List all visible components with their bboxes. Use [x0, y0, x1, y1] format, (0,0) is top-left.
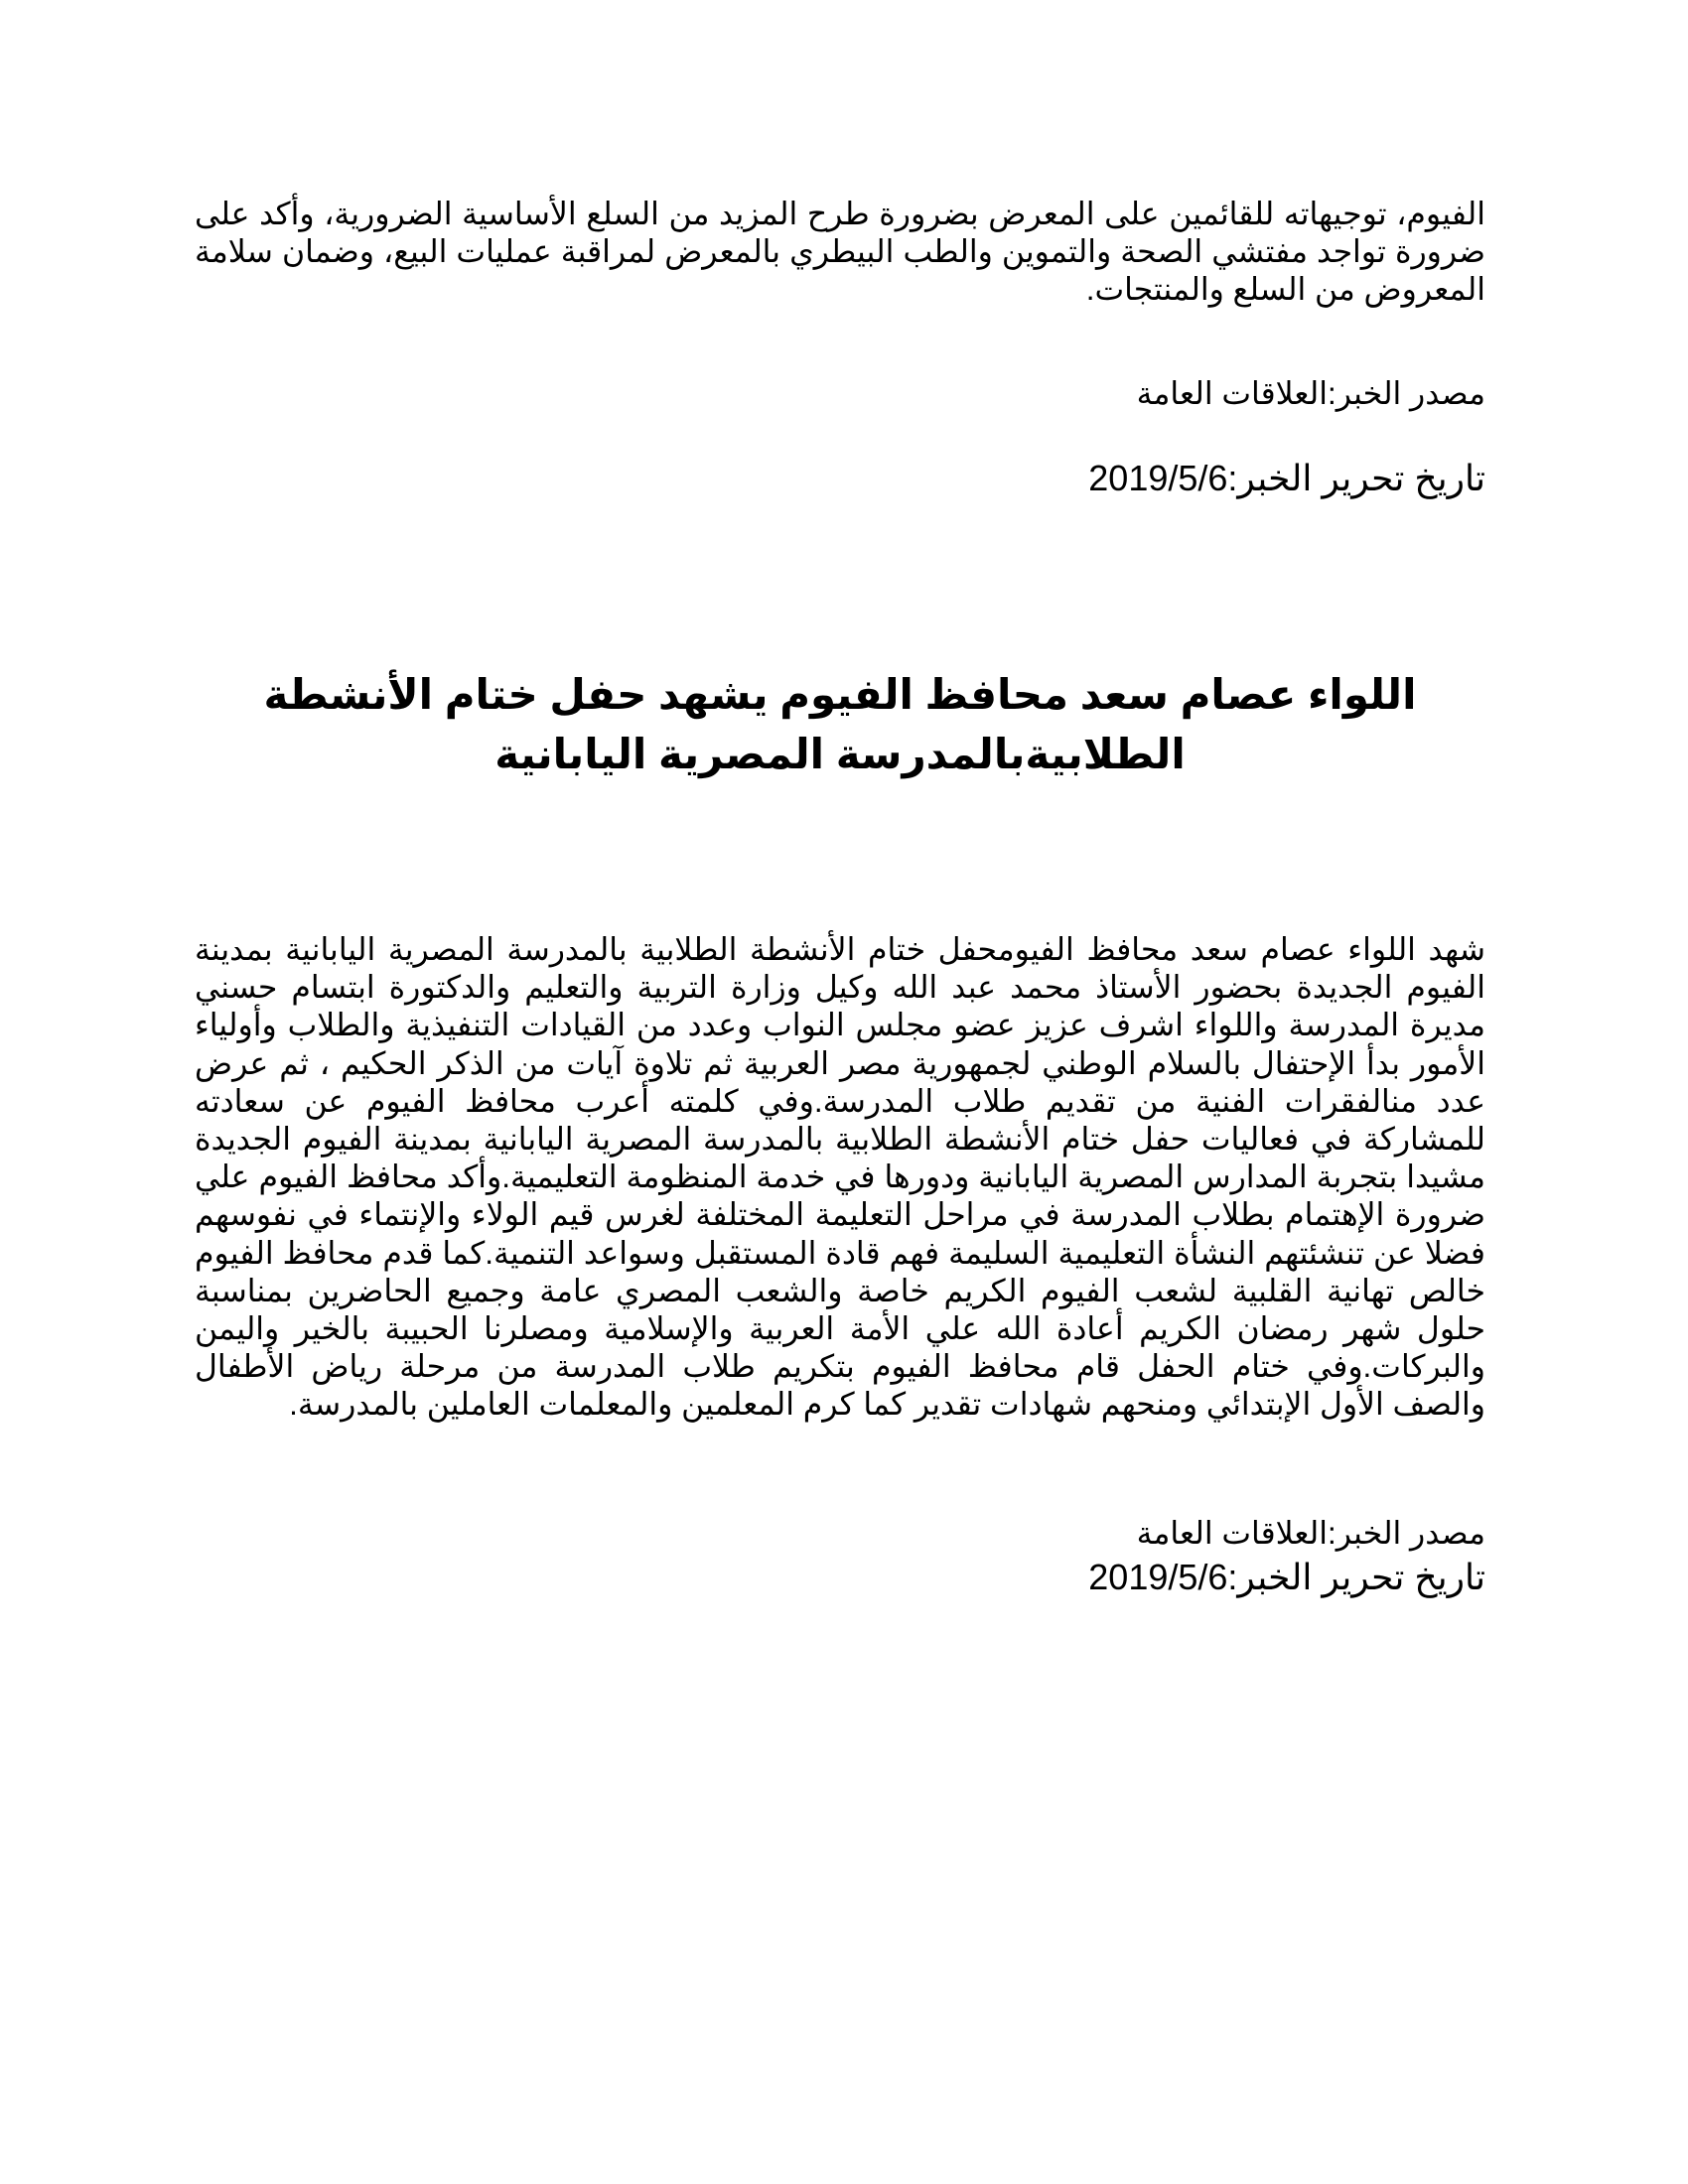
article-body: شهد اللواء عصام سعد محافظ الفيومحفل ختام الأنشطة الطلابية بالمدرسة المصرية اليابانية بمدينة الفيوم الجديدة بحضور الأستاذ محمد عبد الله وكيل وزارة التربية والتعليم والدكتورة ابتسام حسني مديرة المدرسة واللواء اشرف عزيز عضو مجلس النواب وعدد من القيادات التنفيذية والطلاب وأولياء الأمور بدأ الإحتفال بالسلام الوطني لجمهورية مصر العربية ثم تلاوة آيات من الذكر الحكيم ، ثم عرض عدد منالفقرات الفنية من تقديم طلاب المدرسة.وفي كلمته أعرب محافظ الفيوم عن سعادته للمشاركة في فعاليات حفل ختام الأنشطة الطلابية بالمدرسة المصرية اليابانية بمدينة الفيوم الجديدة مشيدا بتجربة المدارس المصرية اليابانية ودورها في خدمة المنظومة التعليمية.وأكد محافظ الفيوم علي ضرورة الإهتمام بطلاب المدرسة في مراحل التعليمة المختلفة لغرس قيم الولاء والإنتماء في نفوسهم فضلا عن تنشئتهم النشأة التعليمية السليمة فهم قادة المستقبل وسواعد التنمية.كما قدم محافظ الفيوم خالص تهانية القلبية لشعب الفيوم الكريم خاصة والشعب المصري عامة وجميع الحاضرين بمناسبة حلول شهر رمضان الكريم أعادة الله علي الأمة العربية والإسلامية ومصلرنا الحبيبة بالخير واليمن والبركات.وفي ختام الحفل قام محافظ الفيوم بتكريم طلاب المدرسة من مرحلة رياض الأطفال والصف الأول الإبتدائي ومنحهم شهادات تقدير كما كرم المعلمين والمعلمات العاملين بالمدرسة.	[195, 931, 1485, 1423]
previous-article-paragraph: الفيوم، توجيهاته للقائمين على المعرض بضرورة طرح المزيد من السلع الأساسية الضرورية، وأكد على ضرورة تواجد مفتشي الصحة والتموين والطب البيطري بالمعرض لمراقبة عمليات البيع، وضمان سلامة المعروض من السلع والمنتجات.	[195, 196, 1485, 308]
previous-article-date: تاريخ تحرير الخبر:2019/5/6	[1088, 458, 1485, 498]
article-source: مصدر الخبر:العلاقات العامة	[1136, 1515, 1485, 1551]
article-title: اللواء عصام سعد محافظ الفيوم يشهد حفل ختام الأنشطة الطلابيةبالمدرسة المصرية اليابانية	[263, 671, 1417, 777]
article-date: تاريخ تحرير الخبر:2019/5/6	[1088, 1557, 1485, 1597]
previous-article-source: مصدر الخبر:العلاقات العامة	[1136, 375, 1485, 411]
